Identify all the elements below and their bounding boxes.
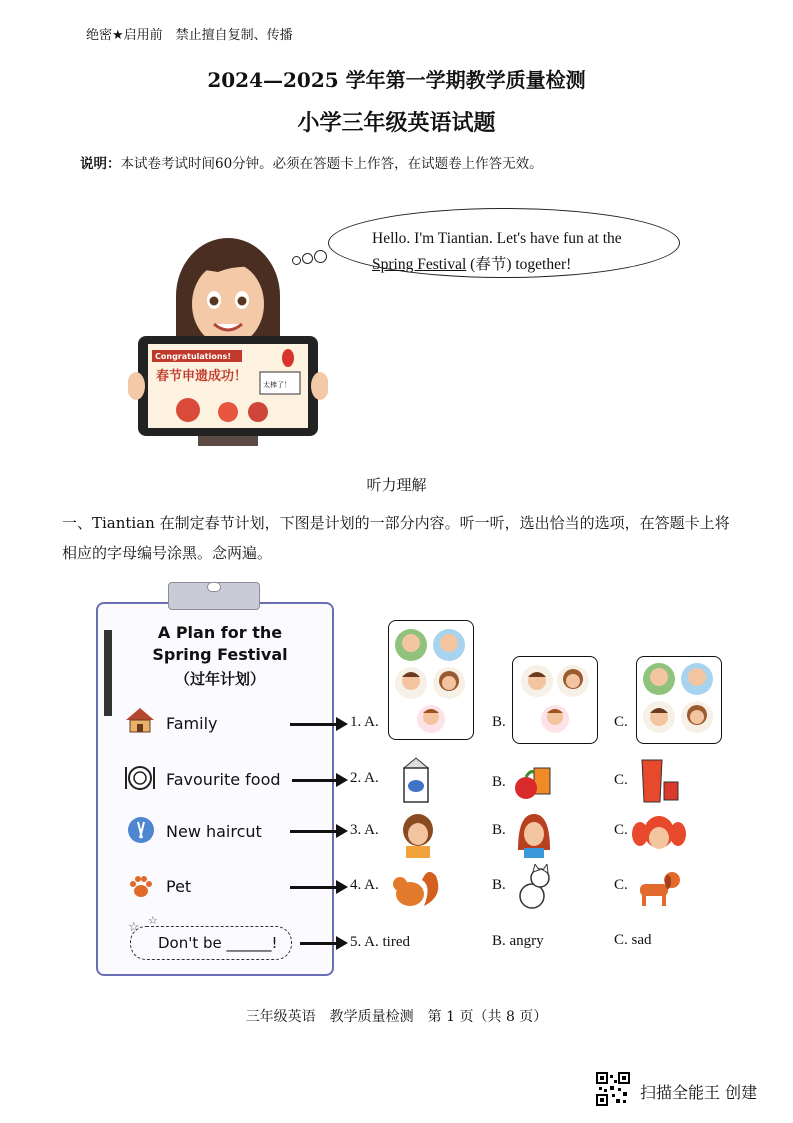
dog-icon — [632, 866, 682, 910]
plan-row-family: Family — [166, 714, 218, 733]
bubble-line-1: Hello. I'm Tiantian. Let's have fun at the — [372, 230, 622, 247]
clipboard-bar — [104, 630, 112, 716]
arrow-line — [292, 779, 338, 782]
arrow-head — [336, 880, 348, 894]
thought-dot — [292, 256, 301, 265]
q1-option-a-card — [388, 620, 474, 740]
tablet-note: 太棒了！ — [263, 381, 291, 389]
family-four-faces-image — [637, 657, 721, 743]
q2-option-b-label: B. — [492, 774, 506, 790]
q4-option-a-label: 4. A. — [350, 877, 379, 893]
question-1-instructions: 一、Tiantian 在制定春节计划，下图是计划的一部分内容。听一听，选出恰当的选项，在答题卡上将相应的字母编号涂黑。念两遍。 — [62, 514, 730, 562]
arrow-head — [336, 717, 348, 731]
family-five-faces-image — [389, 621, 473, 739]
star-decoration-icon: ☆ — [148, 914, 158, 927]
speech-bubble-text — [372, 226, 672, 278]
arrow-line — [300, 942, 338, 945]
paw-icon — [126, 872, 156, 900]
milk-carton-icon — [396, 756, 436, 806]
bubble-line-2 — [372, 252, 672, 278]
bubble-line-2-rest: (春节) together! — [466, 256, 572, 273]
q2-option-c-label: C. — [614, 772, 628, 788]
instructions-text: 本试卷考试时间60分钟。必须在答题卡上作答，在试题卷上作答无效。 — [120, 156, 543, 172]
tablet-banner: Congratulations! — [155, 352, 231, 361]
arrow-head — [336, 824, 348, 838]
exam-subtitle: 小学三年级英语试题 — [297, 110, 496, 136]
plan-subtitle: （过年计划） — [174, 670, 265, 688]
q3-option-c-label: C. — [614, 822, 628, 838]
plan-title-line-1: A Plan for the — [157, 623, 283, 642]
instructions-label: 说明： — [80, 156, 121, 172]
scissors-icon — [126, 816, 156, 844]
confidential-notice: 绝密★启用前 禁止擅自复制、传播 — [86, 28, 293, 43]
plan-title — [140, 622, 300, 666]
q3-option-b-label: B. — [492, 822, 506, 838]
q1-option-c-card — [636, 656, 722, 744]
house-icon — [124, 706, 156, 734]
tablet-headline: 春节申遗成功！ — [156, 369, 248, 384]
exam-instructions — [80, 152, 543, 172]
thought-dot — [314, 250, 327, 263]
plan-row-favourite-food: Favourite food — [166, 770, 281, 789]
qr-code-icon — [596, 1072, 630, 1106]
juice-glass-icon — [636, 756, 682, 806]
plan-row-pet: Pet — [166, 877, 192, 896]
plate-icon — [124, 764, 156, 792]
section-heading: 听力理解 — [366, 476, 427, 494]
q5-option-b: B. angry — [492, 933, 544, 949]
exam-title: 2024—2025 学年第一学期教学质量检测 — [207, 68, 586, 92]
squirrel-icon — [388, 866, 444, 910]
scanner-watermark: 扫描全能王 创建 — [640, 1083, 758, 1102]
q1-option-c-label: C. — [614, 714, 628, 730]
pigtails-girl-icon — [630, 812, 688, 856]
star-decoration-icon: ☆ — [128, 920, 140, 935]
apple-juice-icon — [512, 760, 556, 802]
girl-holding-tablet-illustration — [128, 238, 328, 448]
arrow-line — [290, 830, 338, 833]
spring-festival-term: Spring Festival — [372, 256, 467, 273]
q1-option-b-label: B. — [492, 714, 506, 730]
q5-option-a: 5. A. tired — [350, 934, 410, 950]
q1-option-a-label: 1. A. — [350, 714, 379, 730]
cat-icon — [512, 864, 558, 910]
arrow-line — [290, 886, 338, 889]
plan-title-line-2: Spring Festival — [152, 645, 288, 664]
arrow-line — [290, 723, 338, 726]
page-footer: 三年级英语 教学质量检测 第 1 页（共 8 页） — [245, 1009, 548, 1025]
dont-be-prompt: Don't be ______! — [158, 934, 278, 952]
short-curly-hair-girl-icon — [398, 810, 438, 858]
clipboard-clip-hole — [207, 582, 221, 592]
thought-dot — [302, 253, 313, 264]
arrow-head — [336, 773, 348, 787]
q1-option-b-card — [512, 656, 598, 744]
long-hair-girl-icon — [514, 810, 554, 858]
q4-option-c-label: C. — [614, 877, 628, 893]
q3-option-a-label: 3. A. — [350, 822, 379, 838]
arrow-head — [336, 936, 348, 950]
q2-option-a-label: 2. A. — [350, 770, 379, 786]
plan-row-new-haircut: New haircut — [166, 822, 262, 841]
q5-option-c: C. sad — [614, 932, 652, 948]
q4-option-b-label: B. — [492, 877, 506, 893]
family-three-faces-image — [513, 657, 597, 743]
